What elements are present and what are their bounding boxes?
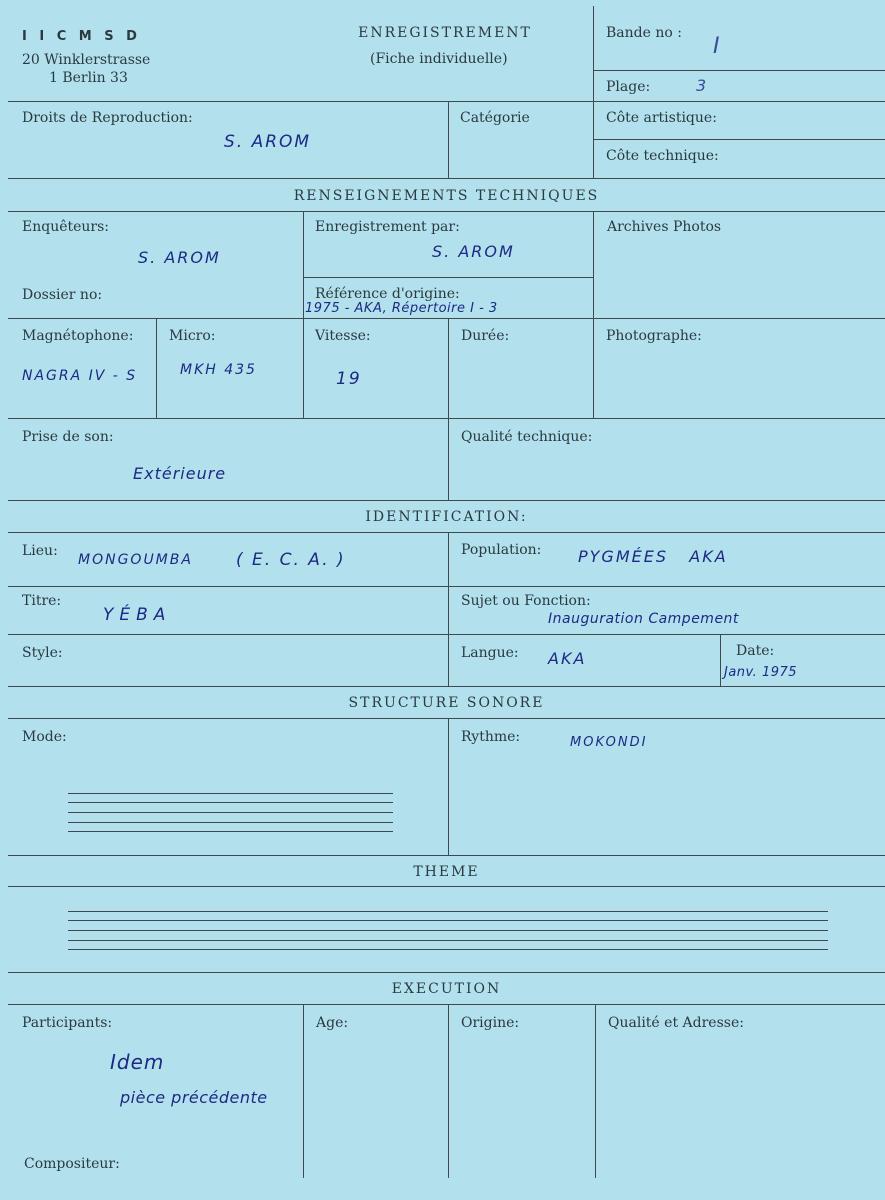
- enregistrement-par-value: S. AROM: [432, 242, 515, 261]
- rythme-label: Rythme:: [461, 729, 521, 745]
- rule: [595, 1004, 596, 1178]
- staff-line: [68, 831, 393, 832]
- sujet-label: Sujet ou Fonction:: [461, 593, 591, 609]
- droits-label: Droits de Reproduction:: [22, 110, 193, 126]
- rule: [8, 532, 885, 533]
- staff-line: [68, 793, 393, 794]
- dossier-label: Dossier no:: [22, 287, 103, 303]
- titre-value: YÉBA: [103, 605, 172, 625]
- langue-label: Langue:: [461, 645, 519, 661]
- rule: [448, 318, 449, 500]
- compositeur-label: Compositeur:: [24, 1156, 120, 1172]
- archives-photos-label: Archives Photos: [607, 219, 722, 235]
- staff-line: [68, 822, 393, 823]
- section-title-identification: IDENTIFICATION:: [365, 509, 528, 525]
- section-title-technical: RENSEIGNEMENTS TECHNIQUES: [293, 188, 600, 204]
- bande-label: Bande no :: [606, 25, 682, 41]
- rule: [8, 855, 885, 856]
- qualite-adresse-label: Qualité et Adresse:: [608, 1015, 744, 1031]
- participants-label: Participants:: [22, 1015, 113, 1031]
- rule: [448, 101, 449, 178]
- photographe-label: Photographe:: [606, 328, 702, 344]
- org-name: I I C M S D: [22, 29, 141, 44]
- date-value: Janv. 1975: [724, 665, 798, 680]
- vitesse-value: 19: [336, 369, 362, 389]
- plage-label: Plage:: [606, 79, 651, 95]
- titre-label: Titre:: [22, 593, 62, 609]
- rule: [8, 500, 885, 501]
- qualite-technique-label: Qualité technique:: [461, 429, 593, 445]
- rule: [8, 211, 885, 212]
- lieu-value-region: ( E. C. A. ): [236, 550, 346, 570]
- staff-line: [68, 920, 828, 921]
- rule: [8, 178, 885, 179]
- enregistrement-par-label: Enregistrement par:: [315, 219, 460, 235]
- mode-label: Mode:: [22, 729, 67, 745]
- rule: [448, 1004, 449, 1178]
- micro-label: Micro:: [169, 328, 216, 344]
- droits-value: S. AROM: [224, 132, 312, 152]
- rule: [593, 6, 594, 178]
- rule: [593, 70, 885, 71]
- date-label: Date:: [736, 643, 775, 659]
- org-address-city: 1 Berlin 33: [49, 70, 128, 86]
- rule: [8, 586, 885, 587]
- duree-label: Durée:: [461, 328, 510, 344]
- staff-line: [68, 930, 828, 931]
- age-label: Age:: [316, 1015, 349, 1031]
- rule: [8, 886, 885, 887]
- magnetophone-value: NAGRA IV - S: [22, 368, 138, 384]
- staff-line: [68, 911, 828, 912]
- rule: [303, 211, 304, 418]
- rule: [8, 972, 885, 973]
- lieu-label: Lieu:: [22, 543, 58, 559]
- rule: [8, 686, 885, 687]
- prise-de-son-value: Extérieure: [133, 464, 227, 483]
- rule: [8, 634, 885, 635]
- rule: [448, 718, 449, 855]
- cote-artistique-label: Côte artistique:: [606, 110, 717, 126]
- magnetophone-label: Magnétophone:: [22, 328, 134, 344]
- staff-line: [68, 940, 828, 941]
- form-subtitle: (Fiche individuelle): [370, 51, 508, 67]
- categorie-label: Catégorie: [460, 110, 530, 126]
- rule: [593, 139, 885, 140]
- staff-line: [68, 812, 393, 813]
- section-title-execution: EXECUTION: [391, 981, 502, 997]
- plage-value: 3: [696, 76, 709, 95]
- rule: [593, 211, 594, 418]
- form-title: ENREGISTREMENT: [358, 25, 532, 41]
- rythme-value: MOKONDI: [570, 735, 648, 750]
- prise-de-son-label: Prise de son:: [22, 429, 114, 445]
- style-label: Style:: [22, 645, 63, 661]
- staff-line: [68, 802, 393, 803]
- rule: [448, 532, 449, 686]
- enqueteurs-label: Enquêteurs:: [22, 219, 110, 235]
- reference-label: Référence d'origine:: [315, 286, 460, 302]
- section-title-structure: STRUCTURE SONORE: [348, 695, 545, 711]
- micro-value: MKH 435: [180, 362, 257, 378]
- rule: [303, 1004, 304, 1178]
- participants-value-line1: Idem: [110, 1050, 165, 1074]
- origine-label: Origine:: [461, 1015, 520, 1031]
- org-address-street: 20 Winklerstrasse: [22, 52, 151, 68]
- rule: [8, 1004, 885, 1005]
- lieu-value: MONGOUMBA: [78, 552, 193, 568]
- rule: [8, 718, 885, 719]
- langue-value: AKA: [548, 649, 587, 668]
- rule: [8, 418, 885, 419]
- rule: [720, 634, 721, 686]
- enqueteurs-value: S. AROM: [138, 248, 221, 267]
- population-label: Population:: [461, 542, 542, 558]
- reference-value: 1975 - AKA, Répertoire I - 3: [305, 301, 498, 316]
- rule: [8, 101, 885, 102]
- rule: [156, 318, 157, 418]
- participants-value-line2: pièce précédente: [120, 1088, 268, 1107]
- rule: [8, 318, 885, 319]
- vitesse-label: Vitesse:: [315, 328, 371, 344]
- sujet-value: Inauguration Campement: [548, 611, 739, 627]
- rule: [303, 277, 593, 278]
- bande-value: I: [713, 34, 722, 59]
- cote-technique-label: Côte technique:: [606, 148, 719, 164]
- population-value: PYGMÉES AKA: [578, 547, 728, 566]
- staff-line: [68, 949, 828, 950]
- section-title-theme: THEME: [413, 864, 480, 880]
